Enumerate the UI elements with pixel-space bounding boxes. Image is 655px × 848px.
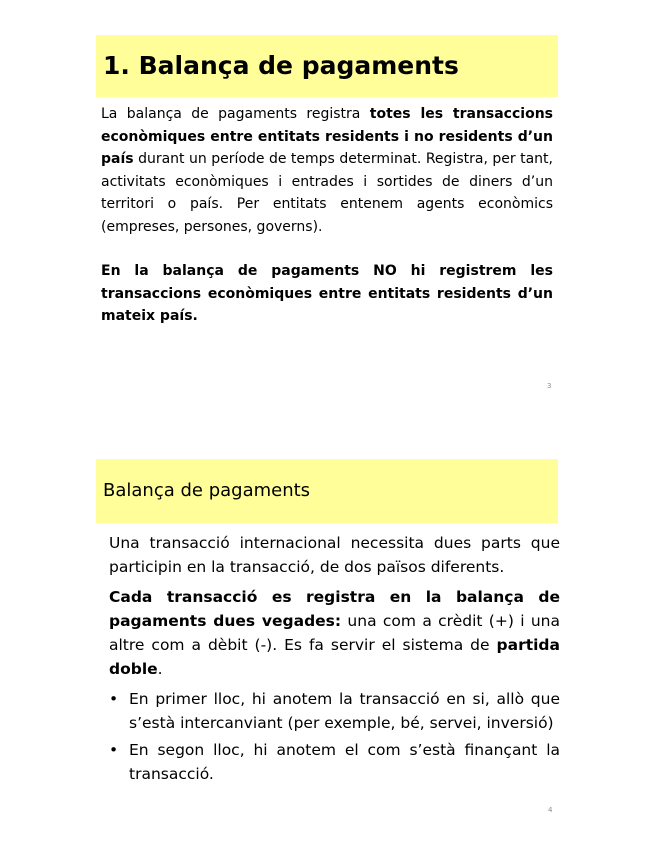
partida-doble-text: partida doble [109,636,560,678]
slide-2-body [109,531,560,789]
slide-2 [0,424,655,848]
list-item [109,738,560,786]
slide-1-paragraph-definition [101,103,553,238]
slide-2-paragraph-transaction: Una transacció internacional necessita dues parts que participin en la transacció, de dos països diferents. [109,534,560,576]
slide-2-title: Balança de pagaments [103,480,311,501]
double-entry-bold-text: Cada transacció es registra en la balança de pagaments dues vegades: [109,588,560,630]
bullet-text: En primer lloc, hi anotem la transacció en si, allò que s’està intercanviant (per exemple, bé, servei, inversió) [129,690,560,732]
slide-2-paragraph-double-entry [109,585,560,681]
slide-2-bullet-list [109,687,560,786]
bullet-text: En segon lloc, hi anotem el com s’està finançant la transacció. [129,741,560,783]
definition-bold-text: totes les transaccions econòmiques entre entitats residents i no residents d’un país [101,106,553,167]
bullet-icon: • [109,741,119,759]
definition-text-end: durant un període de temps determinat. Registra, per tant, activitats econòmiques i entrades i sortides de diners d’un territori o país. Per entitats entenem agents econòmics (empreses, persones, governs). [101,151,553,235]
slide-2-page-number: 4 [548,806,553,814]
list-item [109,687,560,735]
slide-1-title-bar [96,35,558,97]
slide-1-paragraph-exclusion [101,260,553,328]
slide-2-title-bar [96,459,558,523]
double-entry-period: . [157,660,163,678]
double-entry-text: una com a crèdit (+) i una altre com a dèbit (-). Es fa servir el sistema de [109,612,560,654]
slide-1-body [101,103,553,328]
slide-1-page-number: 3 [547,382,552,390]
exclusion-bold-text: En la balança de pagaments NO hi registrem les transaccions econòmiques entre entitats residents d’un mateix país. [101,263,553,324]
slide-1-title: 1. Balança de pagaments [103,51,459,80]
definition-text-start: La balança de pagaments registra [101,106,370,122]
bullet-icon: • [109,690,119,708]
